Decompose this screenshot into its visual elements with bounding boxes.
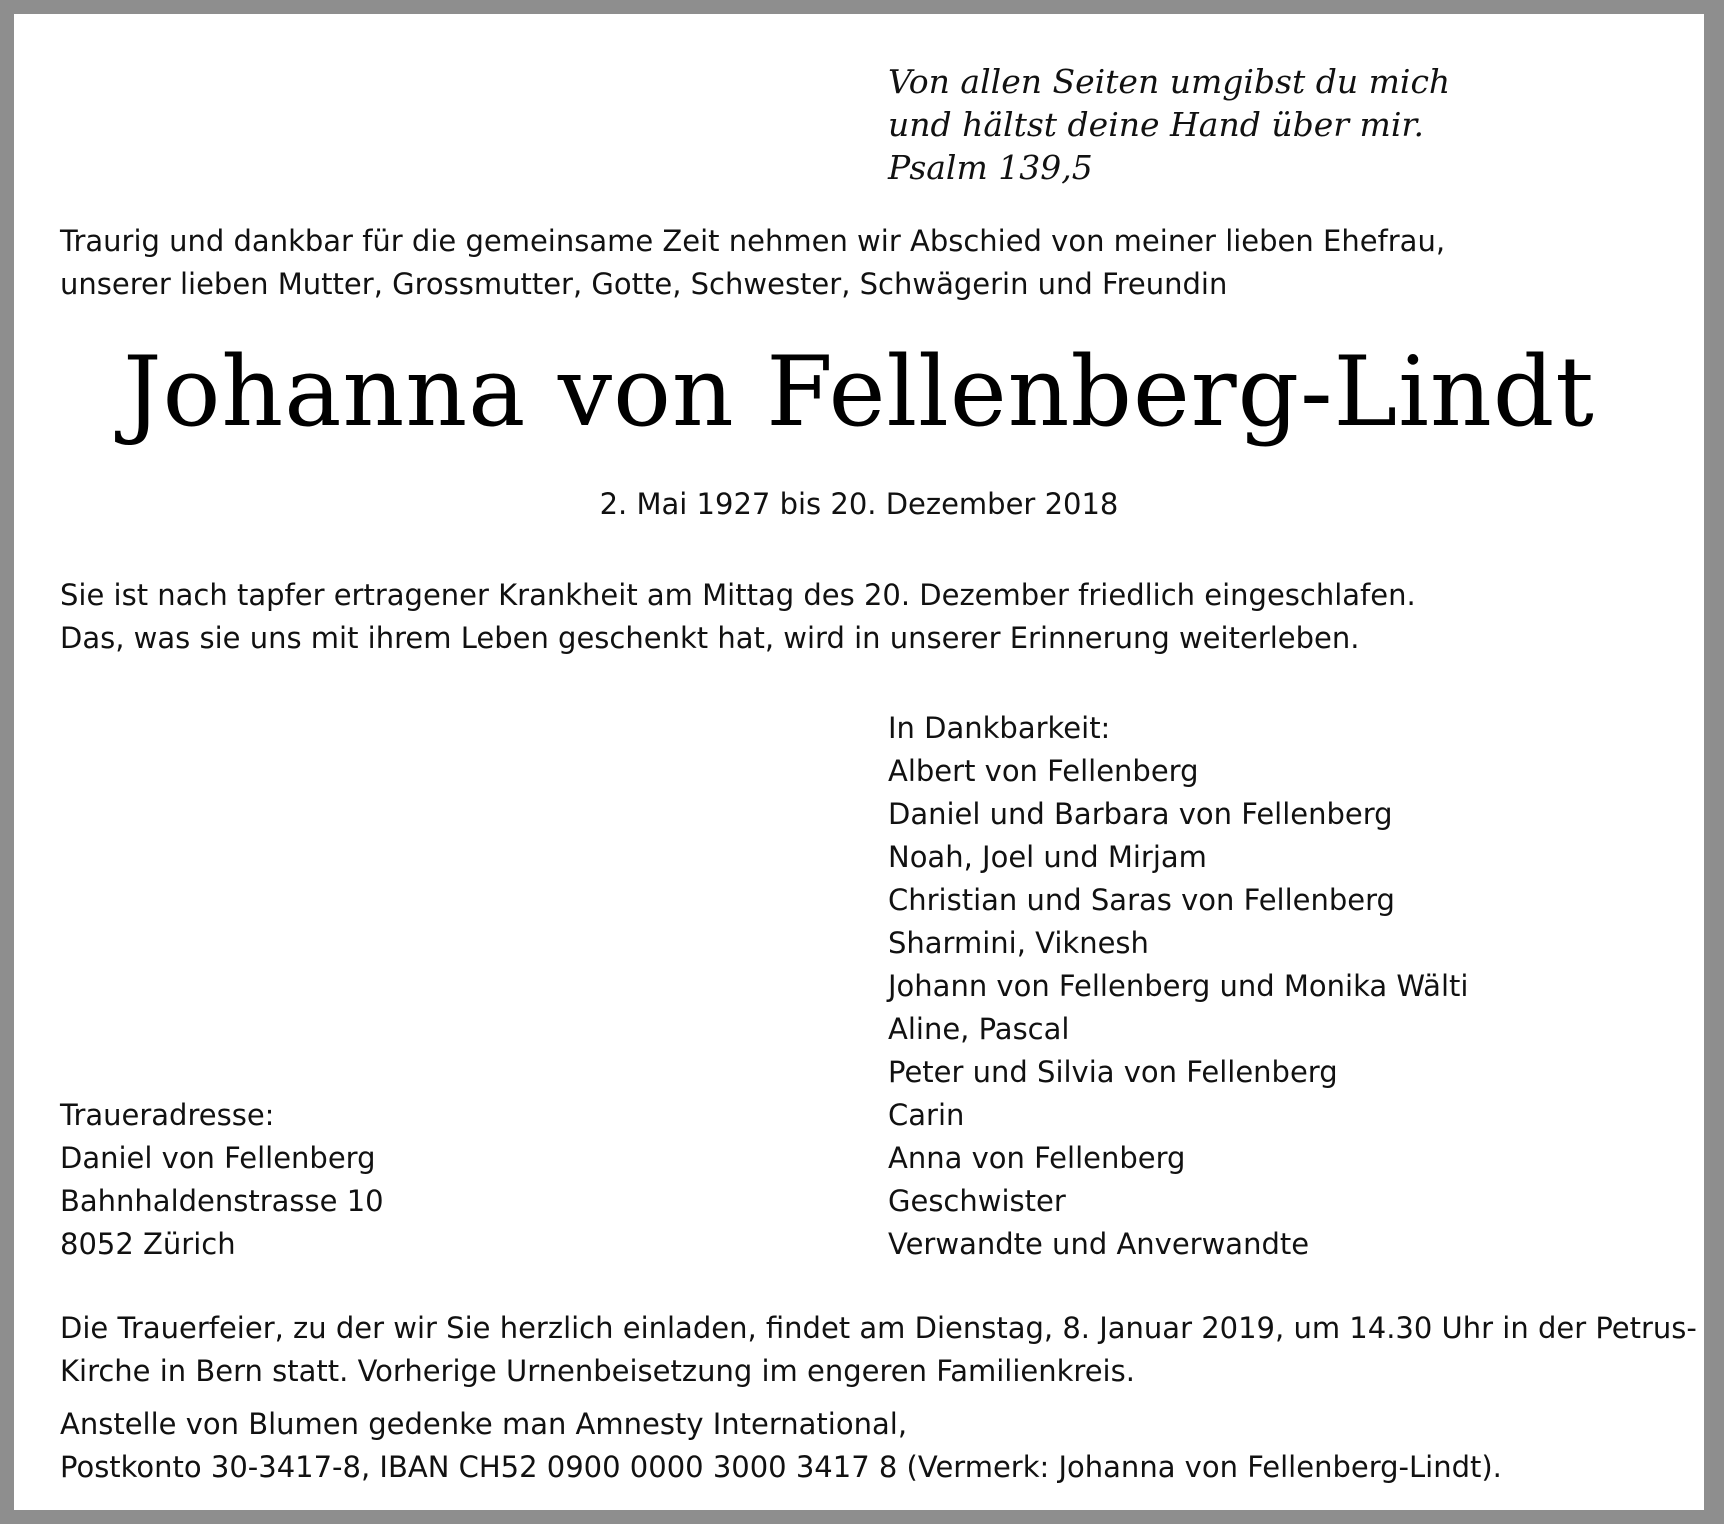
mourner-name: Peter und Silvia von Fellenberg [888, 1055, 1338, 1089]
mourners-heading: In Dankbarkeit: [888, 711, 1111, 745]
address-line: 8052 Zürich [60, 1227, 236, 1261]
mourner-name: Albert von Fellenberg [888, 754, 1199, 788]
mourner-name: Aline, Pascal [888, 1012, 1070, 1046]
mourners-list [888, 707, 1468, 1266]
donation-paragraph [60, 1403, 1502, 1489]
intro-paragraph [60, 220, 1445, 306]
address-line: Daniel von Fellenberg [60, 1141, 376, 1175]
body-paragraph [60, 574, 1416, 660]
mourner-name: Carin [888, 1098, 965, 1132]
mourner-name: Sharmini, Viknesh [888, 926, 1149, 960]
obituary-page [14, 14, 1704, 1510]
motto-line: und hältst deine Hand über mir. [888, 105, 1425, 144]
mourner-name: Christian und Saras von Fellenberg [888, 883, 1395, 917]
intro-line: Traurig und dankbar für die gemeinsame Zeit nehmen wir Abschied von meiner lieben Ehefrau, [60, 224, 1446, 258]
psalm-motto [888, 60, 1450, 189]
ceremony-line: Kirche in Bern statt. Vorherige Urnenbeisetzung im engeren Familienkreis. [60, 1354, 1135, 1388]
life-dates: 2. Mai 1927 bis 20. Dezember 2018 [599, 487, 1119, 521]
motto-line: Von allen Seiten umgibst du mich [888, 62, 1451, 101]
intro-line: unserer lieben Mutter, Grossmutter, Gotte, Schwester, Schwägerin und Freundin [60, 267, 1228, 301]
mourner-name: Anna von Fellenberg [888, 1141, 1186, 1175]
ceremony-line: Die Trauerfeier, zu der wir Sie herzlich einladen, findet am Dienstag, 8. Januar 2019, um 14.30 Uhr in der Petrus- [60, 1311, 1697, 1345]
mourner-name: Noah, Joel und Mirjam [888, 840, 1207, 874]
mourning-address [60, 1094, 384, 1266]
mourner-name: Verwandte und Anverwandte [888, 1227, 1310, 1261]
body-line: Das, was sie uns mit ihrem Leben geschenkt hat, wird in unserer Erinnerung weiterleben. [60, 621, 1360, 655]
body-line: Sie ist nach tapfer ertragener Krankheit am Mittag des 20. Dezember friedlich eingeschlafen. [60, 578, 1416, 612]
donation-line: Postkonto 30-3417-8, IBAN CH52 0900 0000 3000 3417 8 (Vermerk: Johanna von Fellenberg-Lindt). [60, 1450, 1502, 1484]
deceased-name: Johanna von Fellenberg-Lindt [123, 336, 1595, 448]
mourner-name: Daniel und Barbara von Fellenberg [888, 797, 1393, 831]
address-heading: Traueradresse: [60, 1098, 275, 1132]
ceremony-paragraph [60, 1307, 1697, 1393]
address-line: Bahnhaldenstrasse 10 [60, 1184, 384, 1218]
donation-line: Anstelle von Blumen gedenke man Amnesty International, [60, 1407, 908, 1441]
mourner-name: Geschwister [888, 1184, 1066, 1218]
mourner-name: Johann von Fellenberg und Monika Wälti [888, 969, 1469, 1003]
motto-source: Psalm 139,5 [888, 148, 1093, 187]
